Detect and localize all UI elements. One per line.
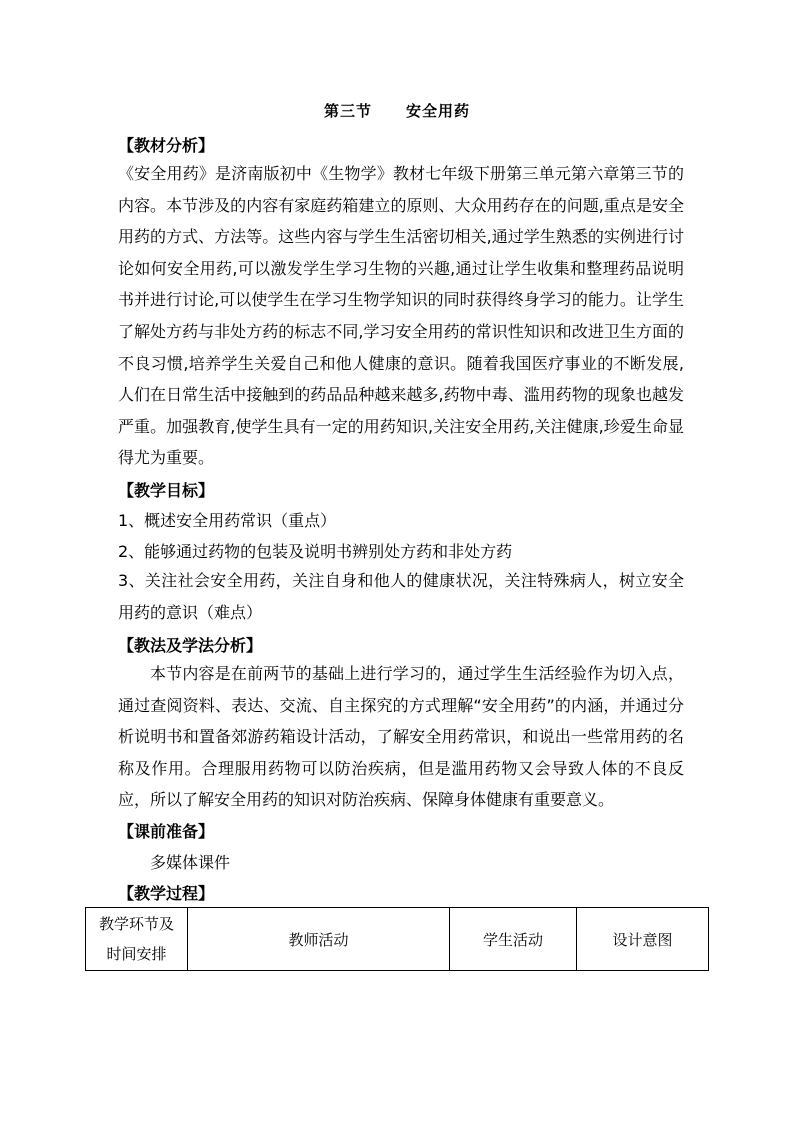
heading-analysis: 【教材分析】 [118, 136, 215, 155]
header-cell-student: 学生活动 [450, 908, 577, 971]
process-table [85, 907, 709, 971]
title-section: 第三节 [323, 102, 372, 120]
title-text: 安全用药 [406, 102, 471, 120]
method-paragraph: 本节内容是在前两节的基础上进行学习的，通过学生生活经验作为切入点，通过查阅资料、表达、交流、自主探究的方式理解“安全用药”的内涵，并通过分析说明书和置备郊游药箱设计活动，了解安全用药常识，和说出一些常用药的名称及作用。合理服用药物可以防治疾病，但是滥用药物又会导致人体的不良反应，所以了解安全用药的知识对防治疾病、保障身体健康有重要意义。 [118, 664, 684, 810]
heading-process: 【教学过程】 [118, 884, 215, 903]
goal-item-1: 1、概述安全用药常识（重点） [118, 511, 337, 530]
heading-method: 【教法及学法分析】 [118, 636, 263, 655]
header-cell-stage [86, 908, 188, 971]
table-header-row [86, 908, 709, 971]
goal-item-3: 3、关注社会安全用药，关注自身和他人的健康状况，关注特殊病人，树立安全用药的意识（难点） [118, 571, 684, 622]
page-title [0, 100, 794, 121]
header-cell-intent: 设计意图 [577, 908, 709, 971]
analysis-paragraph: 《安全用药》是济南版初中《生物学》教材七年级下册第三单元第六章第三节的内容。本节涉及的内容有家庭药箱建立的原则、大众用药存在的问题,重点是安全用药的方式、方法等。这些内容与学生生活密切相关,通过学生熟悉的实例进行讨论如何安全用药,可以激发学生学习生物的兴趣,通过让学生收集和整理药品说明书并进行讨论,可以使学生在学习生物学知识的同时获得终身学习的能力。让学生了解处方药与非处方药的标志不同,学习安全用药的常识性知识和改进卫生方面的不良习惯,培养学生关爱自己和他人健康的意识。随着我国医疗事业的不断发展,人们在日常生活中接触到的药品品种越来越多,药物中毒、滥用药物的现象也越发严重。加强教育,使学生具有一定的用药知识,关注安全用药,关注健康,珍爱生命显得尤为重要。 [118, 164, 684, 468]
header-stage-line1: 教学环节及 [98, 915, 174, 933]
prep-text: 多媒体课件 [150, 853, 231, 872]
header-stage-line2: 时间安排 [106, 945, 167, 963]
header-cell-teacher: 教师活动 [188, 908, 450, 971]
goal-item-2: 2、能够通过药物的包装及说明书辨别处方药和非处方药 [118, 542, 513, 561]
heading-prep: 【课前准备】 [118, 822, 215, 841]
heading-goals: 【教学目标】 [118, 481, 215, 500]
